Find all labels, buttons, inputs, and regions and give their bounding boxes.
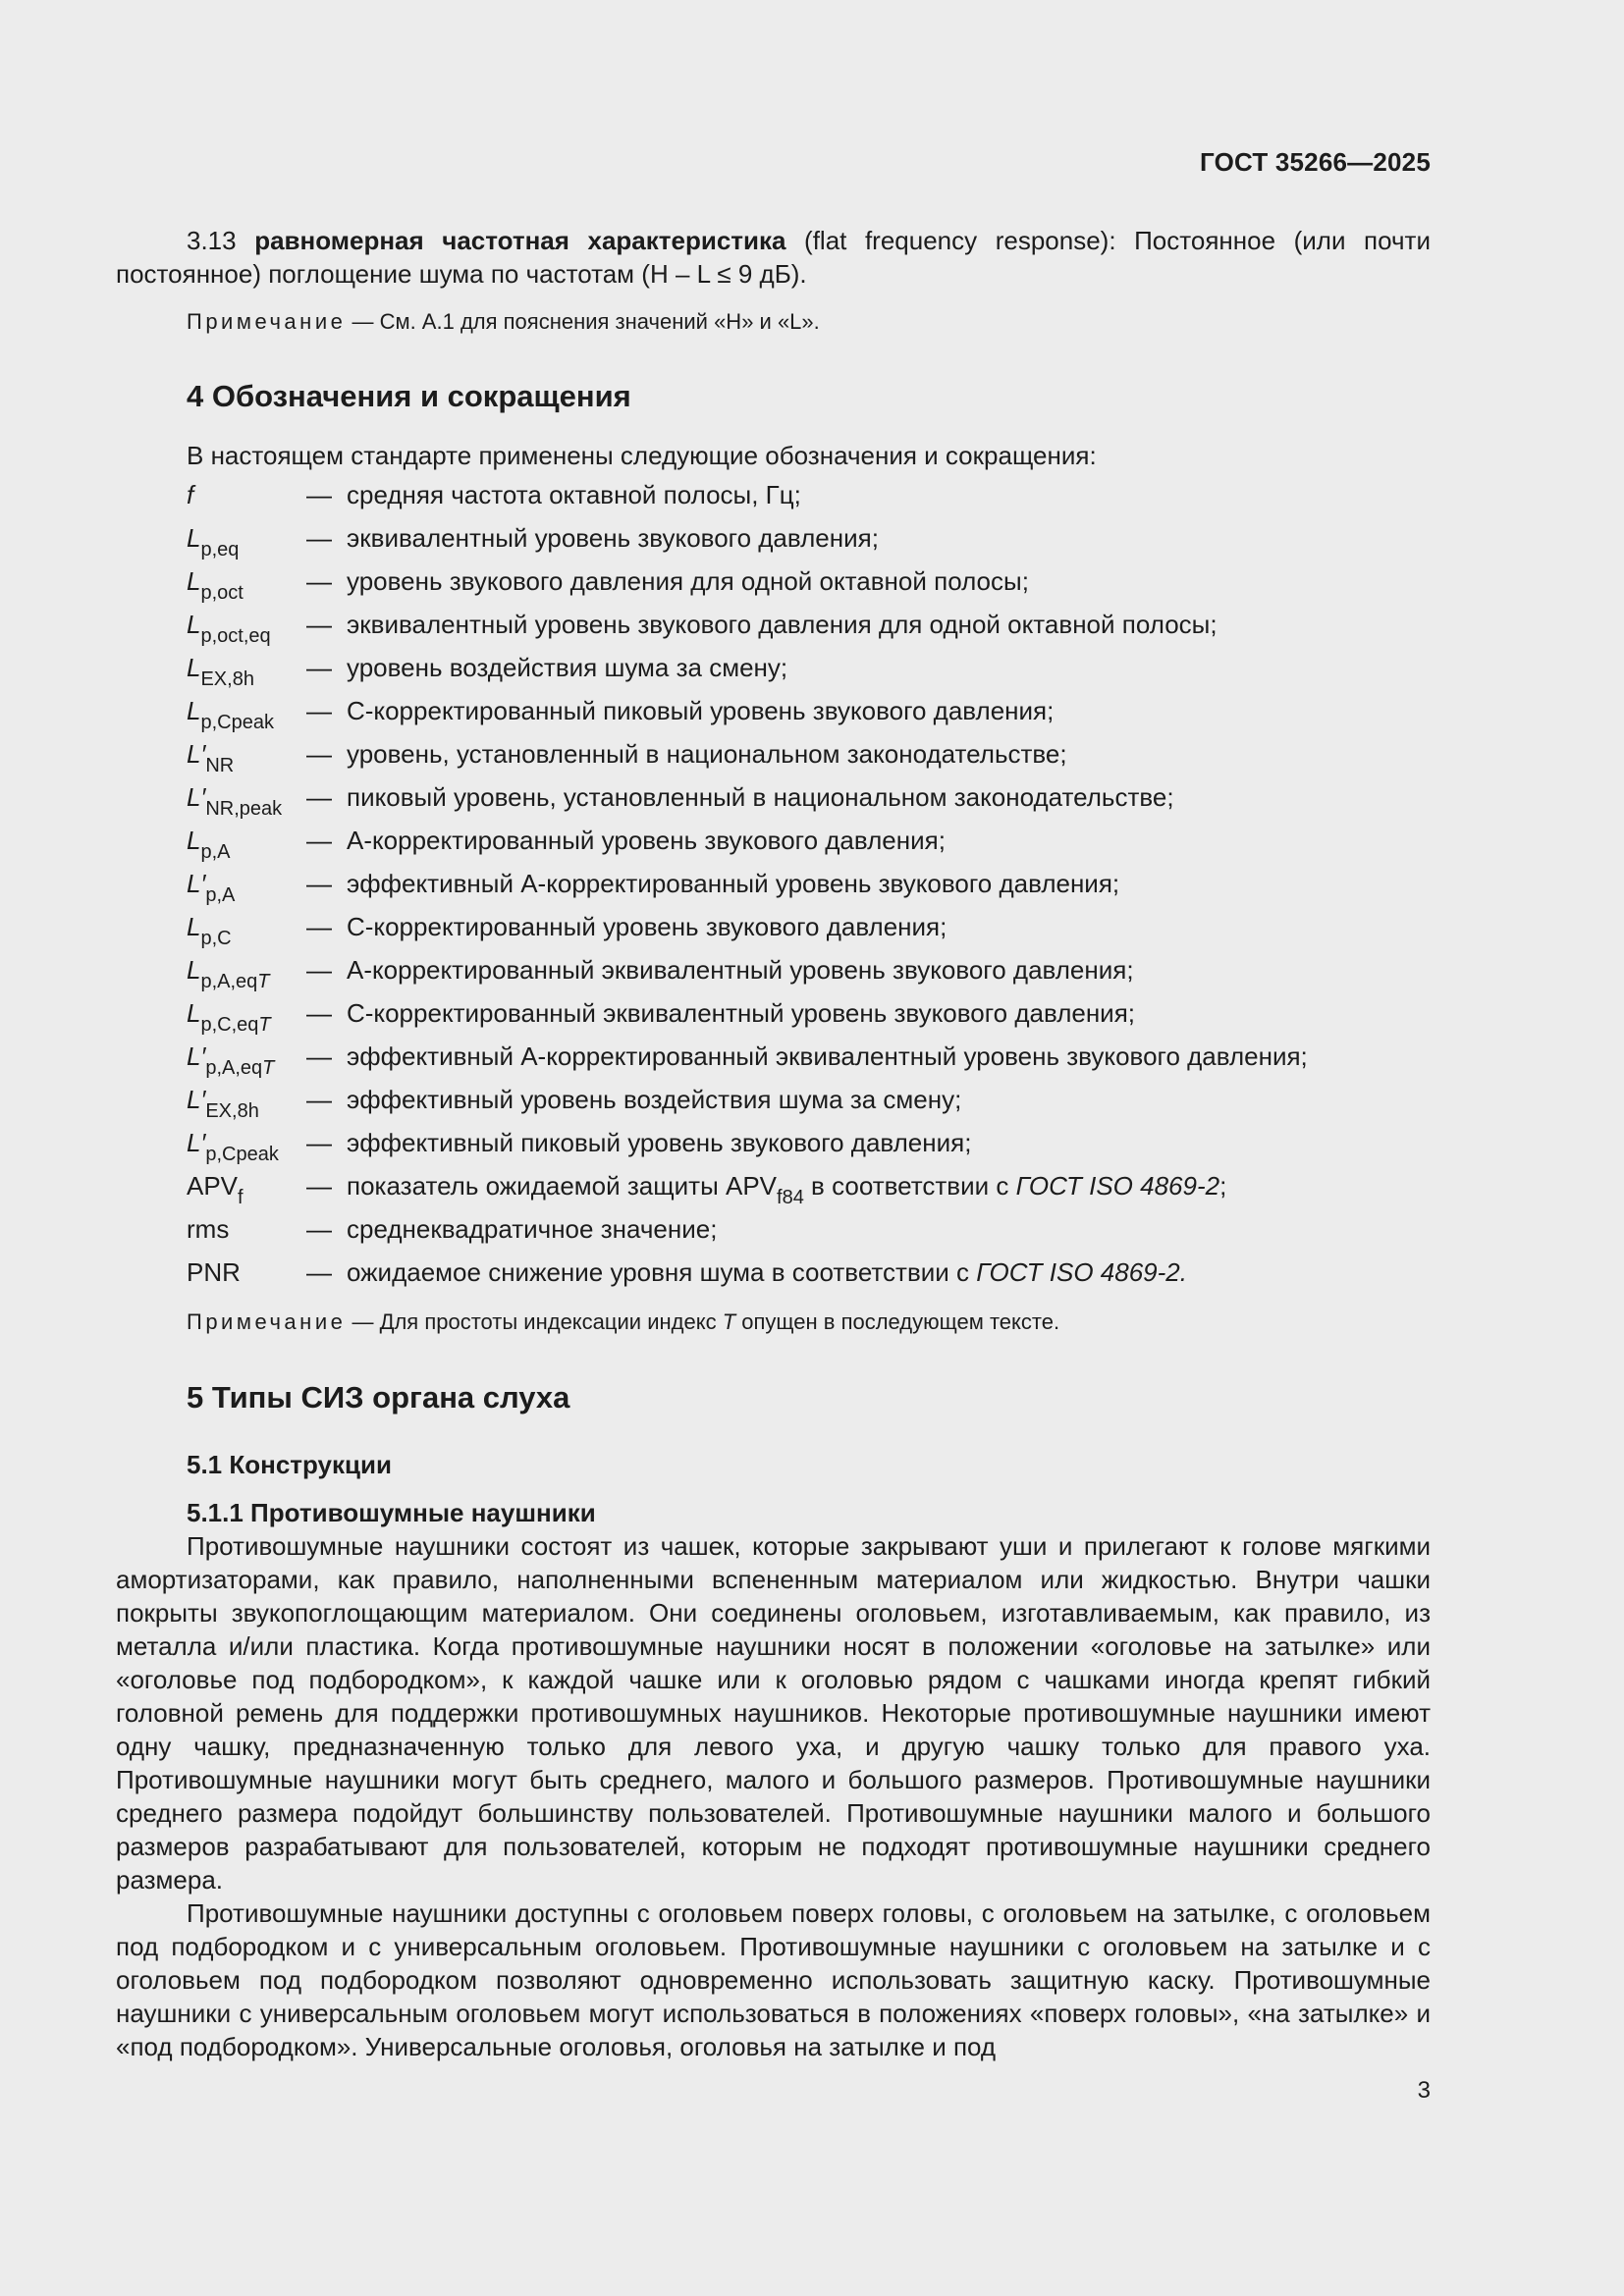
abbr-symbol: $APV_f$ [187, 1171, 244, 1208]
abbr-definition: С-корректированный уровень звукового давления; [347, 912, 947, 941]
abbreviation-row [187, 521, 1443, 564]
abbr-definition: эквивалентный уровень звукового давления; [347, 523, 879, 553]
section-5-title: 5 Типы СИЗ органа слуха [187, 1380, 570, 1415]
abbr-definition: ожидаемое снижение уровня шума в соответствии с ГОСТ ISO 4869-2. [347, 1257, 1187, 1287]
note-2: Примечание — Для простоты индексации индекс T опущен в последующем тексте. [187, 1309, 1060, 1334]
document-header: ГОСТ 35266—2025 [1200, 147, 1431, 177]
abbreviation-row [187, 478, 1443, 521]
abbr-definition: эффективный пиковый уровень звукового давления; [347, 1128, 972, 1157]
body-paragraph: Противошумные наушники доступны с оголовьем поверх головы, с оголовьем на затылке, с оголовьем под подбородком и с универсальным оголовьем. Противошумные наушники с оголовьем на затылке и с оголовьем под подбородком позволяют одновременно использовать защитную каску. Противошумные наушники с универсальным оголовьем могут использоваться в положениях «поверх головы», «на затылке» и «под подбородком». Универсальные оголовья, оголовья на затылке и под [116, 1898, 1431, 2061]
page-number: 3 [1417, 2077, 1431, 2104]
term-3-13 [116, 224, 1431, 291]
abbreviation-row [187, 564, 1443, 608]
term-title: равномерная частотная характеристика [254, 226, 786, 255]
abbr-definition: эффективный А-корректированный эквивалентный уровень звукового давления; [347, 1041, 1308, 1071]
abbr-dash: — [306, 696, 332, 725]
abbr-symbol: $L_{p,C}$ [187, 912, 232, 949]
abbr-definition: уровень воздействия шума за смену; [347, 653, 788, 682]
abbr-definition: А-корректированный эквивалентный уровень звукового давления; [347, 955, 1134, 985]
abbreviation-row [187, 1040, 1443, 1083]
body-paragraph: Противошумные наушники состоят из чашек, которые закрывают уши и прилегают к голове мягкими амортизаторами, как правило, наполненными вспененным материалом или жидкостью. Внутри чашки покрыты звукопоглощающим материалом. Они соединены оголовьем, изготавливаемым, как правило, из металла и/или пластика. Когда противошумные наушники носят в положении «оголовье на затылке» или «оголовье под подбородком», к каждой чашке или к оголовью рядом с чашками иногда крепят гибкий головной ремень для поддержки противошумных наушников. Некоторые противошумные наушники имеют одну чашку, предназначенную только для левого уха, и другую чашку только для правого уха. Противошумные наушники могут быть среднего, малого и большого размеров. Противошумные наушники среднего размера подойдут большинству пользователей. Противошумные наушники малого и большого размеров разрабатывают для пользователей, которым не подходят противошумные наушники среднего размера. [116, 1531, 1431, 1895]
abbr-definition: А-корректированный уровень звукового давления; [347, 826, 946, 855]
abbr-definition: эквивалентный уровень звукового давления для одной октавной полосы; [347, 610, 1218, 639]
abbr-dash: — [306, 1171, 332, 1201]
subsection-5-1-title: 5.1 Конструкции [187, 1450, 392, 1479]
abbr-symbol: $L_{p,eq}$ [187, 523, 240, 561]
abbr-dash: — [306, 955, 332, 985]
abbreviation-row [187, 737, 1443, 780]
abbr-definition: показатель ожидаемой защиты $APV_{f84}$ в соответствии с ГОСТ ISO 4869-2; [347, 1171, 1227, 1208]
abbr-dash: — [306, 523, 332, 553]
abbreviation-row [187, 824, 1443, 867]
note-label: Примечание [187, 309, 347, 334]
abbr-definition: эффективный А-корректированный уровень звукового давления; [347, 869, 1120, 898]
standard-reference: ГОСТ ISO 4869-2. [976, 1257, 1187, 1287]
abbreviation-row [187, 694, 1443, 737]
abbr-dash: — [306, 610, 332, 639]
abbr-dash: — [306, 1128, 332, 1157]
abbreviation-row [187, 608, 1443, 651]
abbr-dash: — [306, 998, 332, 1028]
abbr-symbol: $L_{EX,8h}$ [187, 653, 254, 690]
term-number: 3.13 [187, 226, 237, 255]
abbr-dash: — [306, 566, 332, 596]
abbr-dash: — [306, 1041, 332, 1071]
abbreviation-row [187, 867, 1443, 910]
abbr-symbol: $L'_{NR,peak}$ [187, 782, 283, 820]
abbreviation-row [187, 910, 1443, 953]
abbr-symbol: $L'_{EX,8h}$ [187, 1085, 259, 1122]
abbr-dash: — [306, 1214, 332, 1244]
abbr-definition: С-корректированный пиковый уровень звукового давления; [347, 696, 1055, 725]
section-4-title: 4 Обозначения и сокращения [187, 379, 631, 413]
abbr-symbol: f [187, 480, 194, 509]
abbr-definition: С-корректированный эквивалентный уровень звукового давления; [347, 998, 1136, 1028]
abbr-symbol: $L'_{p,Cpeak}$ [187, 1128, 279, 1165]
section-4-intro: В настоящем стандарте применены следующие обозначения и сокращения: [187, 441, 1097, 470]
abbr-dash: — [306, 782, 332, 812]
abbr-symbol: PNR [187, 1257, 241, 1287]
abbr-dash: — [306, 480, 332, 509]
abbr-dash: — [306, 826, 332, 855]
abbr-symbol: $L_{p,oct}$ [187, 566, 244, 604]
abbr-symbol: $L'_{p,A,eqT}$ [187, 1041, 275, 1079]
standard-reference: ГОСТ ISO 4869-2 [1015, 1171, 1220, 1201]
abbr-symbol: $L_{p,Cpeak}$ [187, 696, 274, 733]
abbr-symbol: $L_{p,A}$ [187, 826, 231, 863]
abbr-symbol: rms [187, 1214, 230, 1244]
abbreviation-row [187, 1212, 1443, 1255]
abbreviation-list [187, 478, 1443, 1299]
abbr-definition: среднеквадратичное значение; [347, 1214, 718, 1244]
abbreviation-row [187, 780, 1443, 824]
abbreviation-row [187, 1255, 1443, 1299]
abbreviation-row [187, 1083, 1443, 1126]
abbreviation-row [187, 1169, 1443, 1212]
subsection-5-1-1-title: 5.1.1 Противошумные наушники [187, 1498, 596, 1527]
abbr-dash: — [306, 1085, 332, 1114]
abbr-dash: — [306, 912, 332, 941]
term-text: (flat frequency response): Постоянное (или почти постоянное) поглощение шума по частотам (H – L ≤ 9 дБ). [116, 226, 1431, 289]
abbr-dash: — [306, 869, 332, 898]
abbreviation-row [187, 651, 1443, 694]
abbr-symbol: $L_{p,C,eqT}$ [187, 998, 271, 1036]
abbr-definition: пиковый уровень, установленный в национальном законодательстве; [347, 782, 1174, 812]
abbr-symbol: $L_{p,oct,eq}$ [187, 610, 271, 647]
abbr-symbol: $L'_{p,A}$ [187, 869, 236, 906]
abbr-dash: — [306, 653, 332, 682]
abbreviation-row [187, 996, 1443, 1040]
abbr-definition: эффективный уровень воздействия шума за смену; [347, 1085, 962, 1114]
note-label: Примечание [187, 1309, 347, 1334]
abbreviation-row [187, 1126, 1443, 1169]
note-1 [187, 307, 820, 337]
abbr-symbol: $L_{p,A,eqT}$ [187, 955, 270, 992]
abbr-dash: — [306, 1257, 332, 1287]
abbr-dash: — [306, 739, 332, 769]
abbreviation-row [187, 953, 1443, 996]
abbr-definition: средняя частота октавной полосы, Гц; [347, 480, 801, 509]
abbr-definition: уровень, установленный в национальном законодательстве; [347, 739, 1067, 769]
abbr-symbol: $L'_{NR}$ [187, 739, 235, 776]
note-text: — См. А.1 для пояснения значений «H» и «L». [346, 309, 820, 334]
abbr-definition: уровень звукового давления для одной октавной полосы; [347, 566, 1029, 596]
